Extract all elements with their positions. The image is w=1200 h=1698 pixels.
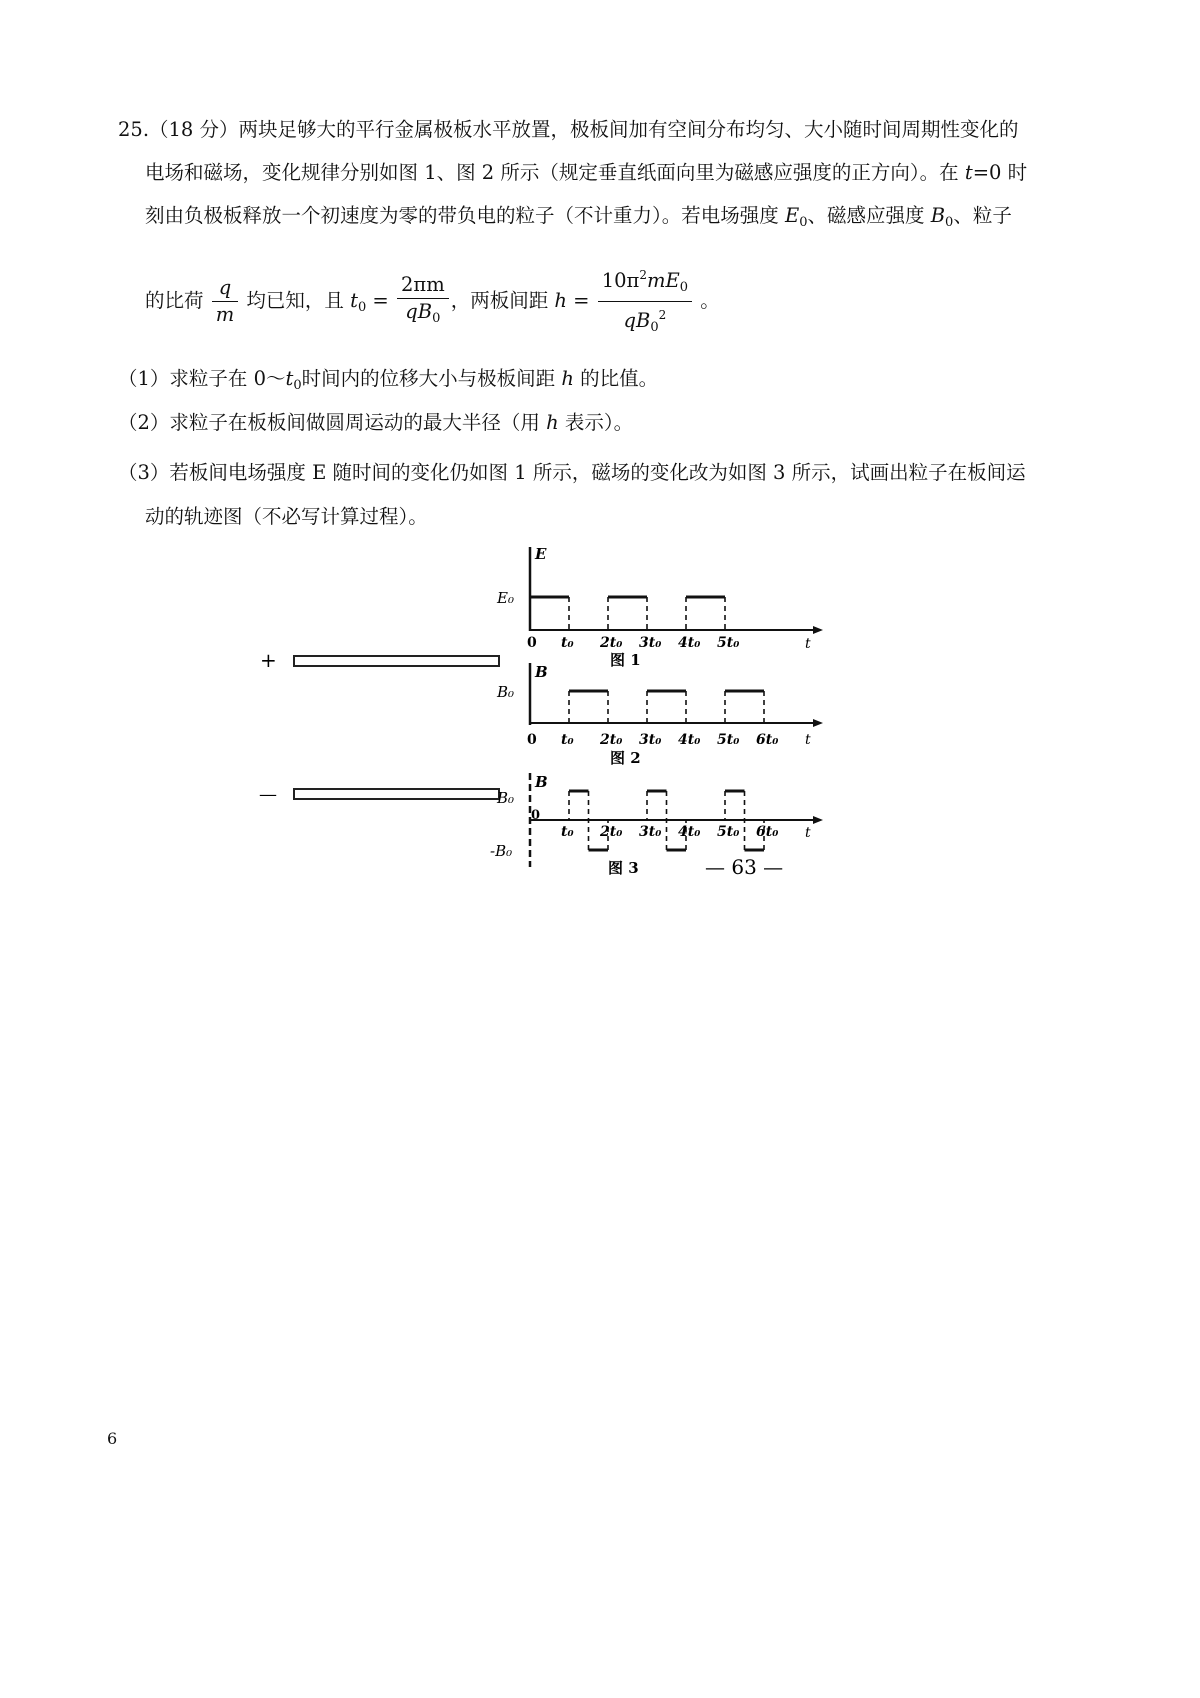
fig2-axis-label: B: [535, 663, 548, 681]
fig2-pulse: [647, 691, 686, 723]
fig3-axis-label: B: [535, 773, 548, 791]
fig3-pos-label: B₀: [497, 789, 515, 807]
fig3-neg-label: -B₀: [490, 842, 513, 860]
page-number: 6: [107, 1429, 118, 1448]
fig1-tick-label: 3t₀: [639, 635, 662, 651]
fig2-tick-label: 2t₀: [600, 732, 623, 748]
h-fraction: $\frac{10\pi^2mE_0}{qB_0^2}$: [598, 263, 692, 340]
fig2-pulse: [569, 691, 608, 723]
fig1-pulse: [686, 597, 725, 630]
question-3-line-1: （3）若板间电场强度 E 随时间的变化仍如图 1 所示，磁场的变化改为如图 3 所示，试画出粒子在板间运: [118, 461, 1026, 484]
plate-plus-label: +: [260, 648, 277, 672]
t0-fraction: $\frac{2\pi m}{qB_0}$: [397, 273, 449, 331]
fig2-tick-label: 3t₀: [639, 732, 662, 748]
problem-line-4: 的比荷 $\frac{q}{m}$ 均已知，且 $t_0$ = $\frac{2\pi m}{qB_0}$ ，两板间距 h = $\frac{10\pi^2mE_0}{qB_0^2}$ 。: [145, 263, 720, 340]
fig2-origin: 0: [527, 732, 537, 748]
fig2-pulse: [725, 691, 764, 723]
fig1-tick-label: 2t₀: [600, 635, 623, 651]
problem-line-2: 电场和磁场，变化规律分别如图 1、图 2 所示（规定垂直纸面向里为磁感应强度的正方向）。在 t=0 时: [145, 161, 1028, 184]
plate-minus-label: —: [259, 784, 277, 805]
fig1-origin: 0: [527, 635, 537, 651]
fig1-tick-label: 4t₀: [678, 635, 701, 651]
fig2-level-label: B₀: [497, 683, 515, 701]
positive-plate: [260, 648, 499, 672]
fig3-tick-label: 4t₀: [678, 824, 701, 840]
fig1-time-label: t: [805, 636, 811, 652]
problem-line-3: 刻由负极板释放一个初速度为零的带负电的粒子（不计重力）。若电场强度 $E_0$、磁感应强度 $B_0$、粒子: [145, 204, 1012, 230]
fig3-tick-label: 2t₀: [600, 824, 623, 840]
charge-mass-fraction: $\frac{q}{m}$: [212, 276, 239, 327]
fig3-positive-pulse: [569, 791, 589, 820]
question-2: （2）求粒子在板板间做圆周运动的最大半径（用 h 表示）。: [118, 411, 634, 434]
fig3-tick-label: 6t₀: [756, 824, 779, 840]
problem-score: （18 分）: [149, 118, 239, 141]
fig3-caption: 图 3: [608, 859, 639, 877]
fig1-pulse: [530, 597, 569, 630]
fig1-pulse: [608, 597, 647, 630]
fig2-tick-label: 6t₀: [756, 732, 779, 748]
fig1-level-label: E₀: [497, 589, 514, 607]
figure-plates-and-graphs: [259, 545, 845, 925]
graph-figure-3: [490, 773, 823, 879]
fig2-time-label: t: [805, 732, 811, 748]
fig1-tick-label: 5t₀: [717, 635, 740, 651]
fig1-caption: 图 1: [610, 651, 641, 669]
fig2-tick-label: 5t₀: [717, 732, 740, 748]
problem-line-1: [118, 118, 1019, 142]
fig1-tick-label: t₀: [561, 635, 574, 651]
fig3-origin: 0: [531, 808, 541, 823]
fig3-positive-pulse: [647, 791, 667, 820]
negative-plate: [259, 784, 499, 805]
fig3-tick-label: 3t₀: [639, 824, 662, 840]
fig2-tick-label: 4t₀: [678, 732, 701, 748]
fig3-tick-label: 5t₀: [717, 824, 740, 840]
fig2-caption: 图 2: [610, 749, 641, 767]
graph-figure-2: [496, 663, 823, 767]
question-3-line-2: 动的轨迹图（不必写计算过程）。: [145, 505, 428, 528]
fig2-tick-label: t₀: [561, 732, 574, 748]
fig3-positive-pulse: [725, 791, 745, 820]
problem-number: 25.: [118, 118, 150, 141]
problem-text: 两块足够大的平行金属极板水平放置，极板间加有空间分布均匀、大小随时间周期性变化的: [238, 118, 1019, 141]
source-page-mark: — 63 —: [705, 855, 784, 879]
fig3-tick-label: t₀: [561, 824, 574, 840]
fig1-axis-label: E: [535, 545, 547, 563]
fig3-time-label: t: [805, 825, 811, 841]
question-1: （1）求粒子在 $0\sim t_0$时间内的位移大小与极板间距 h 的比值。: [118, 367, 659, 393]
graph-figure-1: [496, 545, 823, 669]
